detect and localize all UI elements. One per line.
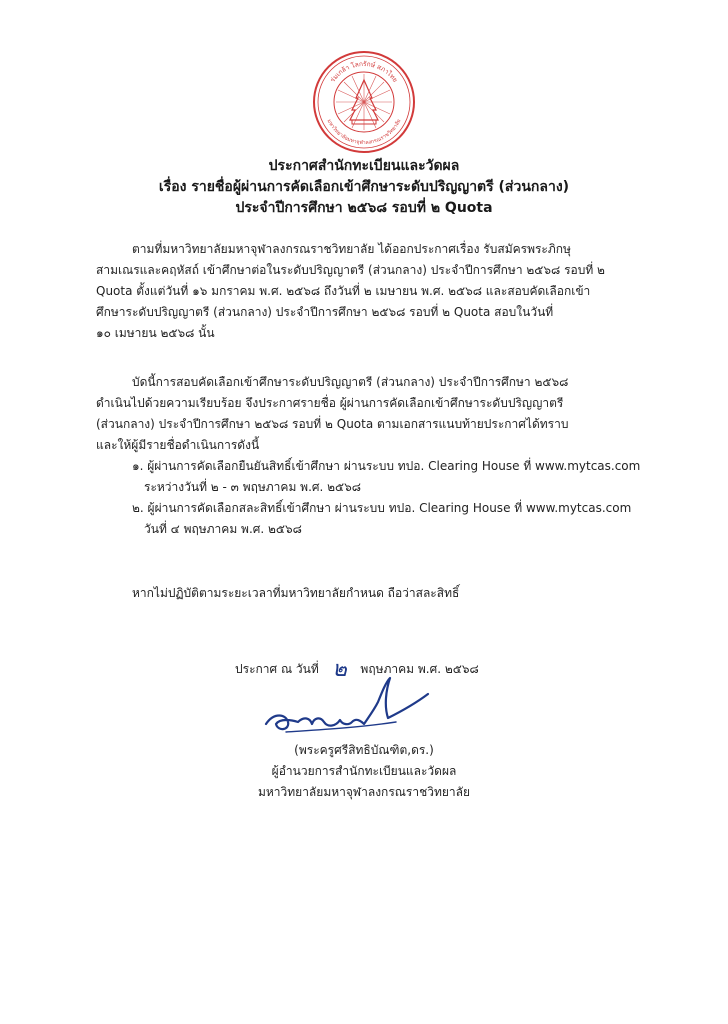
paragraph1-line: ศึกษาระดับปริญญาตรี (ส่วนกลาง) ประจำปีการศึกษา ๒๕๖๘ รอบที่ ๒ Quota สอบในวันที่ <box>96 305 554 319</box>
paragraph3-line: หากไม่ปฏิบัติตามระยะเวลาที่มหาวิทยาลัยกำหนด ถือว่าสละสิทธิ์ <box>132 586 460 600</box>
announcement-title <box>0 156 728 219</box>
paragraph1-line: สามเณรและคฤหัสถ์ เข้าศึกษาต่อในระดับปริญญาตรี (ส่วนกลาง) ประจำปีการศึกษา ๒๕๖๘ รอบที่ ๒ <box>96 263 605 277</box>
paragraph-condition <box>96 583 644 604</box>
seal-bottom-text: มหาวิทยาลัยมหาจุฬาลงกรณราชวิทยาลัย <box>325 118 403 147</box>
title-line-1: ประกาศสำนักทะเบียนและวัดผล <box>268 158 460 174</box>
paragraph2-line: และให้ผู้มีรายชื่อดำเนินการดังนี้ <box>96 438 260 452</box>
item-2-line-2: วันที่ ๔ พฤษภาคม พ.ศ. ๒๕๖๘ <box>144 522 302 536</box>
date-prefix: ประกาศ ณ วันที่ <box>235 662 319 676</box>
paragraph2-line: (ส่วนกลาง) ประจำปีการศึกษา ๒๕๖๘ รอบที่ ๒ Quota ตามเอกสารแนบท้ายประกาศได้ทราบ <box>96 417 569 431</box>
paragraph1-line: ตามที่มหาวิทยาลัยมหาจุฬาลงกรณราชวิทยาลัย ได้ออกประกาศเรื่อง รับสมัครพระภิกษุ <box>132 242 571 256</box>
paragraph2-line: ดำเนินไปด้วยความเรียบร้อย จึงประกาศรายชื่อ ผู้ผ่านการคัดเลือกเข้าศึกษาระดับปริญญาตรี <box>96 396 564 410</box>
signatory-organization: มหาวิทยาลัยมหาจุฬาลงกรณราชวิทยาลัย <box>257 785 471 799</box>
signatory-name: (พระครูศรีสิทธิบัณฑิต,ดร.) <box>294 743 434 757</box>
item-1-line-2: ระหว่างวันที่ ๒ - ๓ พฤษภาคม พ.ศ. ๒๕๖๘ <box>144 480 362 494</box>
date-month-year: พฤษภาคม พ.ศ. ๒๕๖๘ <box>360 662 479 676</box>
paragraph1-line: Quota ตั้งแต่วันที่ ๑๖ มกราคม พ.ศ. ๒๕๖๘ ถึงวันที่ ๒ เมษายน พ.ศ. ๒๕๖๘ และสอบคัดเลือกเข้า <box>96 284 591 298</box>
university-seal-logo <box>312 50 416 154</box>
title-line-3: ประจำปีการศึกษา ๒๕๖๘ รอบที่ ๒ Quota <box>235 200 493 216</box>
paragraph2-line: บัดนี้การสอบคัดเลือกเข้าศึกษาระดับปริญญาตรี (ส่วนกลาง) ประจำปีการศึกษา ๒๕๖๘ <box>132 375 569 389</box>
paragraph1-line: ๑๐ เมษายน ๒๕๖๘ นั้น <box>96 326 215 340</box>
handwritten-signature <box>256 672 432 744</box>
item-1-line-1: ๑. ผู้ผ่านการคัดเลือกยืนยันสิทธิ์เข้าศึกษา ผ่านระบบ ทปอ. Clearing House ที่ www.mytcas.com <box>132 459 641 473</box>
signatory-position: ผู้อำนวยการสำนักทะเบียนและวัดผล <box>271 764 457 778</box>
paragraph-background <box>96 239 644 344</box>
title-line-2: เรื่อง รายชื่อผู้ผ่านการคัดเลือกเข้าศึกษาระดับปริญญาตรี (ส่วนกลาง) <box>158 179 570 195</box>
date-day-handwritten: ๒ <box>332 657 347 682</box>
seal-top-text: ร่มเกล้า โลกรักษ์ สภาไทย <box>328 59 400 84</box>
item-2-line-1: ๒. ผู้ผ่านการคัดเลือกสละสิทธิ์เข้าศึกษา ผ่านระบบ ทปอ. Clearing House ที่ www.mytcas.com <box>132 501 632 515</box>
paragraph-announcement <box>96 372 644 540</box>
signatory-block <box>250 740 478 803</box>
